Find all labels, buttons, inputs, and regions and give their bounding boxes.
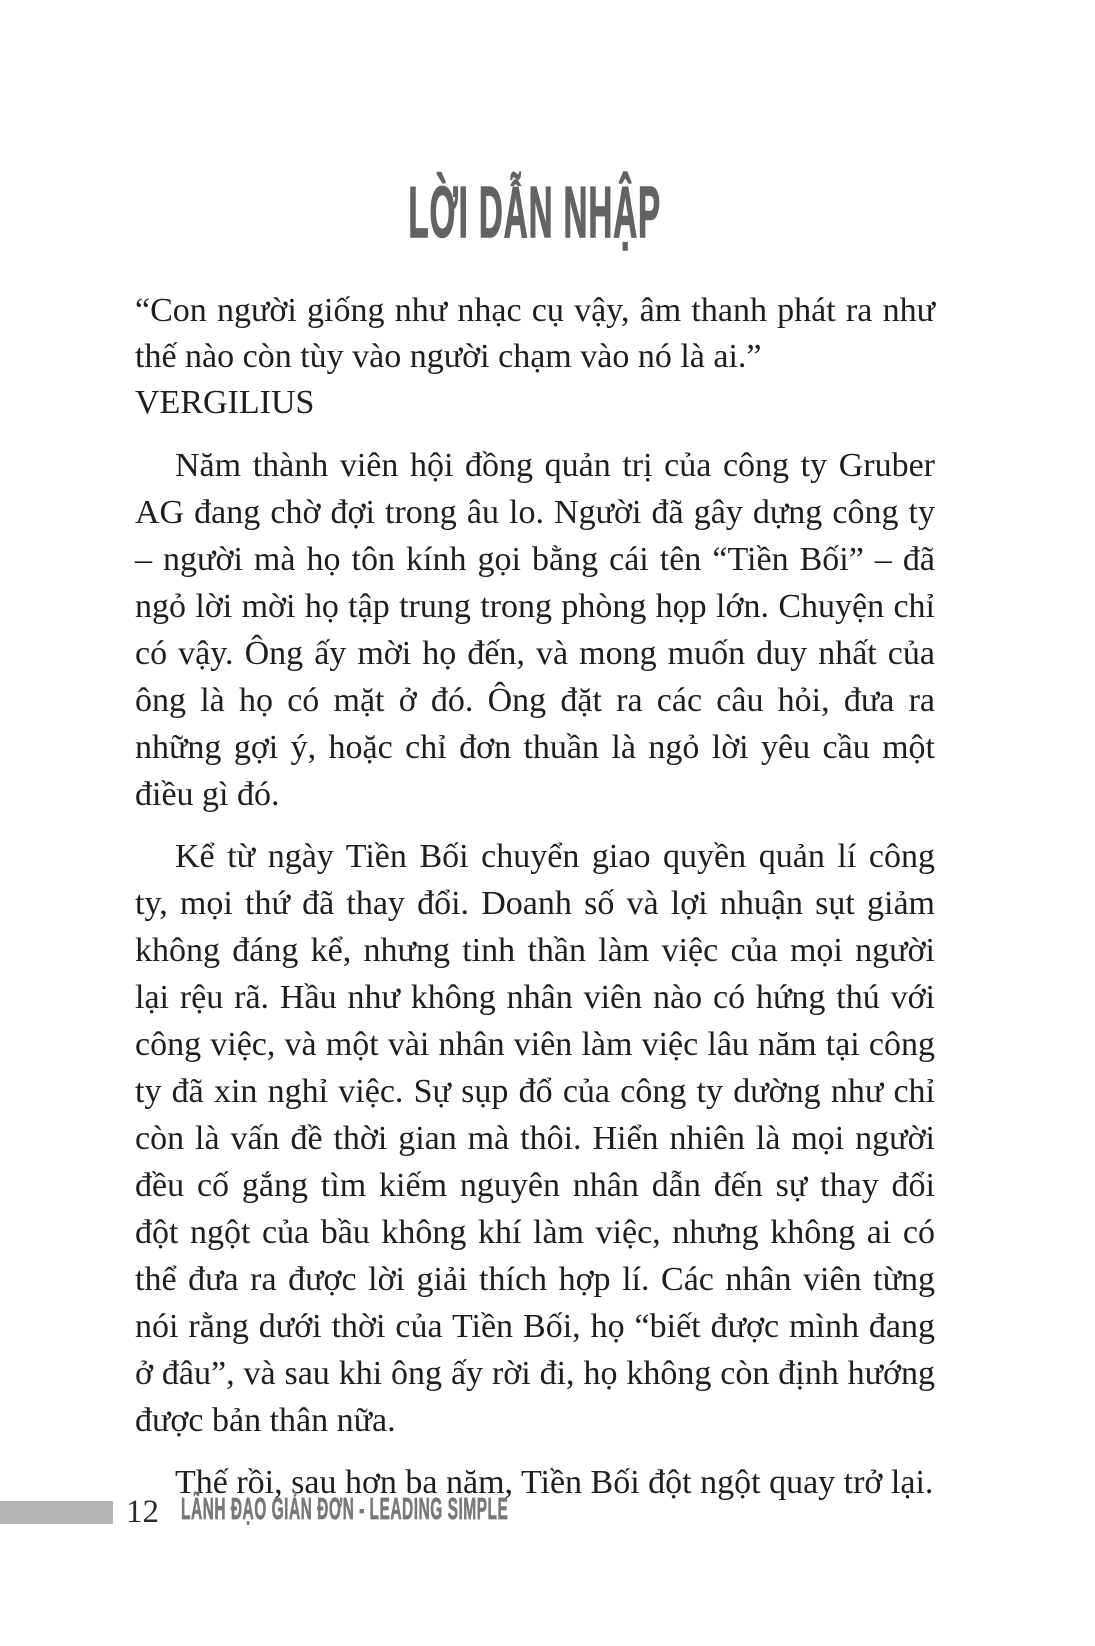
chapter-title — [135, 173, 935, 256]
body-paragraphs — [135, 442, 935, 1506]
chapter-title-text: LỜI DẪN NHẬP — [408, 173, 662, 253]
epigraph — [135, 288, 935, 426]
paragraph-1: Năm thành viên hội đồng quản trị của công ty Gruber AG đang chờ đợi trong âu lo. Người đã gây dựng công ty – người mà họ tôn kính gọi bằng cái tên “Tiền Bối” – đã ngỏ lời mời họ tập trung trong phòng họp lớn. Chuyện chỉ có vậy. Ông ấy mời họ đến, và mong muốn duy nhất của ông là họ có mặt ở đó. Ông đặt ra các câu hỏi, đưa ra những gợi ý, hoặc chỉ đơn thuần là ngỏ lời yêu cầu một điều gì đó. — [135, 447, 935, 813]
epigraph-author: VERGILIUS — [135, 384, 315, 421]
running-title — [181, 1493, 836, 1531]
running-title-text: LÃNH ĐẠO GIẢN ĐƠN - LEADING SIMPLE — [181, 1491, 509, 1526]
paragraph-2: Kể từ ngày Tiền Bối chuyển giao quyền quản lí công ty, mọi thứ đã thay đổi. Doanh số và lợi nhuận sụt giảm không đáng kể, nhưng tinh thần làm việc của mọi người lại rệu rã. Hầu như không nhân viên nào có hứng thú với công việc, và một vài nhân viên làm việc lâu năm tại công ty đã xin nghỉ việc. Sự sụp đổ của công ty dường như chỉ còn là vấn đề thời gian mà thôi. Hiển nhiên là mọi người đều cố gắng tìm kiếm nguyên nhân dẫn đến sự thay đổi đột ngột của bầu không khí làm việc, nhưng không ai có thể đưa ra được lời giải thích hợp lí. Các nhân viên từng nói rằng dưới thời của Tiền Bối, họ “biết được mình đang ở đâu”, và sau khi ông ấy rời đi, họ không còn định hướng được bản thân nữa. — [135, 838, 935, 1439]
text-column — [135, 0, 935, 1506]
page-footer — [0, 1491, 1095, 1530]
epigraph-quote: “Con người giống như nhạc cụ vậy, âm thanh phát ra như thế nào còn tùy vào người chạm vào nó là ai.” — [135, 292, 935, 375]
paragraph-3: Thế rồi, sau hơn ba năm, Tiền Bối đột ngột quay trở lại. — [175, 1464, 934, 1501]
footer-accent-bar — [0, 1501, 113, 1524]
page-number: 12 — [126, 1494, 159, 1530]
